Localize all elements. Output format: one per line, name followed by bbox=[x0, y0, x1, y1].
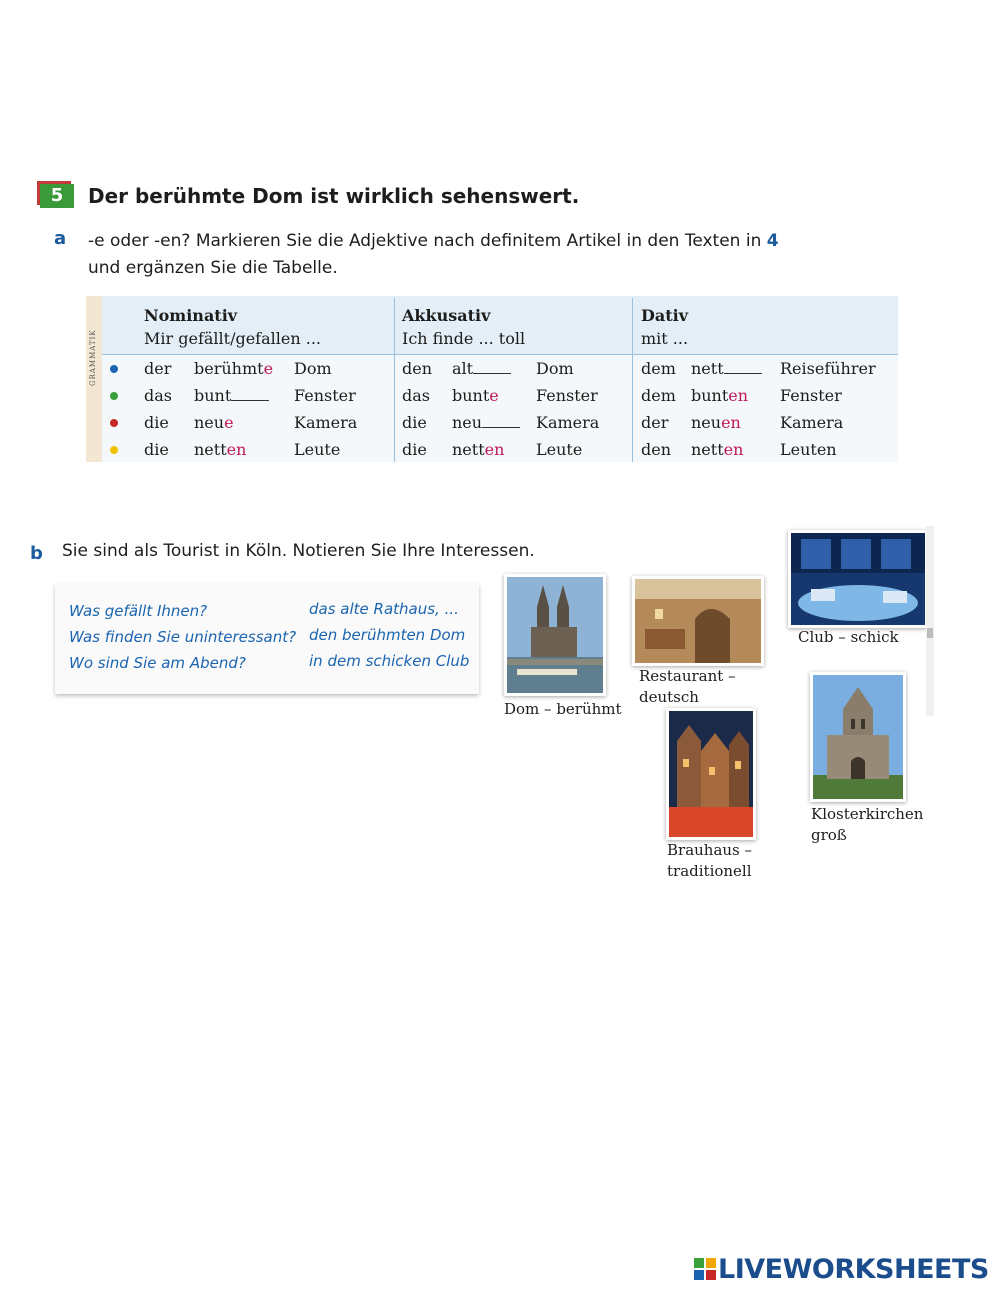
photo-cologne-cathedral bbox=[504, 574, 606, 696]
column-sub-nominativ: Mir gefällt/gefallen ... bbox=[144, 329, 321, 348]
scrollbar-thumb[interactable] bbox=[927, 628, 933, 638]
table-article: dem bbox=[641, 359, 676, 378]
table-article: die bbox=[402, 440, 427, 459]
table-noun: Leuten bbox=[780, 440, 837, 459]
table-noun: Dom bbox=[294, 359, 332, 378]
adjective-stem: berühmt bbox=[194, 359, 264, 378]
table-adjective bbox=[691, 386, 748, 405]
table-noun: Fenster bbox=[780, 386, 842, 405]
grammar-label-text: GRAMMATIK bbox=[89, 329, 97, 386]
grammar-table bbox=[86, 296, 898, 462]
photo-club bbox=[788, 530, 928, 628]
note-question: Was finden Sie uninteressant? bbox=[69, 628, 297, 646]
column-divider bbox=[632, 298, 633, 462]
header-divider bbox=[102, 354, 898, 355]
table-noun: Leute bbox=[536, 440, 583, 459]
caption-restaurant-line: Restaurant – bbox=[639, 667, 736, 685]
table-noun: Kamera bbox=[780, 413, 844, 432]
adjective-ending: e bbox=[489, 386, 499, 405]
caption-dom: Dom – berühmt bbox=[504, 700, 622, 718]
table-adjective bbox=[194, 359, 273, 378]
table-adjective[interactable] bbox=[452, 413, 520, 432]
exercise-title: Der berühmte Dom ist wirklich sehenswert. bbox=[88, 184, 580, 208]
table-noun: Kamera bbox=[294, 413, 358, 432]
adjective-ending: e bbox=[263, 359, 274, 378]
instruction-reference: 4 bbox=[766, 231, 779, 251]
note-answer: das alte Rathaus, ... bbox=[309, 600, 459, 618]
table-article: der bbox=[144, 359, 172, 378]
caption-restaurant bbox=[639, 666, 736, 708]
table-noun: Reiseführer bbox=[780, 359, 876, 378]
gender-dot bbox=[110, 419, 118, 427]
table-adjective bbox=[452, 386, 499, 405]
caption-brauhaus-line: traditionell bbox=[667, 862, 752, 880]
photo-restaurant bbox=[632, 576, 764, 666]
table-article: den bbox=[402, 359, 433, 378]
adjective-stem: bunt bbox=[452, 386, 490, 405]
ending-blank[interactable] bbox=[473, 359, 511, 374]
adjective-ending: en bbox=[484, 440, 505, 459]
adjective-stem: alt bbox=[452, 359, 474, 378]
ending-blank[interactable] bbox=[724, 359, 762, 374]
photo-brauhaus bbox=[666, 708, 756, 840]
subtask-a-letter: a bbox=[54, 228, 67, 249]
note-question: Wo sind Sie am Abend? bbox=[69, 654, 246, 672]
adjective-stem: nett bbox=[691, 440, 724, 459]
gender-dot bbox=[110, 446, 118, 454]
table-adjective[interactable] bbox=[691, 359, 762, 378]
adjective-ending: en bbox=[721, 413, 741, 432]
table-article: der bbox=[641, 413, 669, 432]
caption-kloster-line: Klosterkirchen bbox=[811, 805, 924, 823]
adjective-stem: nett bbox=[691, 359, 724, 378]
adjective-ending: en bbox=[723, 440, 744, 459]
logo-grid-icon bbox=[694, 1258, 716, 1280]
note-question: Was gefällt Ihnen? bbox=[69, 602, 208, 620]
table-noun: Kamera bbox=[536, 413, 600, 432]
table-article: das bbox=[402, 386, 430, 405]
subtask-a-instruction bbox=[88, 228, 888, 282]
caption-kloster-line: groß bbox=[811, 826, 847, 844]
table-article: dem bbox=[641, 386, 676, 405]
adjective-stem: neu bbox=[452, 413, 483, 432]
column-sub-akkusativ: Ich finde ... toll bbox=[402, 329, 526, 348]
table-adjective bbox=[452, 440, 504, 459]
ending-blank[interactable] bbox=[482, 413, 520, 428]
subtask-b-instruction: Sie sind als Tourist in Köln. Notieren Sie Ihre Interessen. bbox=[62, 541, 535, 561]
adjective-stem: nett bbox=[194, 440, 227, 459]
column-title-dativ: Dativ bbox=[641, 306, 689, 325]
table-noun: Fenster bbox=[294, 386, 356, 405]
table-adjective bbox=[691, 413, 741, 432]
ending-blank[interactable] bbox=[231, 386, 269, 401]
table-noun: Fenster bbox=[536, 386, 598, 405]
table-article: den bbox=[641, 440, 672, 459]
photo-monastery-church bbox=[810, 672, 906, 802]
table-adjective bbox=[691, 440, 743, 459]
logo-text: LIVEWORKSHEETS bbox=[718, 1254, 989, 1285]
adjective-ending: e bbox=[224, 413, 234, 432]
table-noun: Leute bbox=[294, 440, 341, 459]
instruction-line1: -e oder -en? Markieren Sie die Adjektive nach definitem Artikel in den Texten in bbox=[88, 231, 767, 251]
table-article: das bbox=[144, 386, 172, 405]
caption-club: Club – schick bbox=[798, 628, 899, 646]
gender-dot bbox=[110, 365, 118, 373]
caption-kloster bbox=[811, 804, 923, 846]
column-divider bbox=[394, 298, 395, 462]
table-adjective bbox=[194, 413, 234, 432]
grammar-side-label bbox=[86, 296, 102, 462]
adjective-ending: en bbox=[226, 440, 247, 459]
adjective-stem: neu bbox=[691, 413, 722, 432]
note-answer: in dem schicken Club bbox=[309, 652, 470, 670]
scrollbar-track[interactable] bbox=[926, 526, 934, 716]
column-sub-dativ: mit ... bbox=[641, 329, 689, 348]
subtask-b-letter: b bbox=[30, 543, 43, 564]
adjective-ending: en bbox=[728, 386, 749, 405]
caption-brauhaus-line: Brauhaus – bbox=[667, 841, 753, 859]
table-adjective[interactable] bbox=[194, 386, 269, 405]
adjective-stem: nett bbox=[452, 440, 485, 459]
adjective-stem: bunt bbox=[691, 386, 729, 405]
table-article: die bbox=[144, 440, 169, 459]
caption-brauhaus bbox=[667, 840, 752, 882]
table-adjective bbox=[194, 440, 246, 459]
table-article: die bbox=[402, 413, 427, 432]
adjective-stem: neu bbox=[194, 413, 225, 432]
table-article: die bbox=[144, 413, 169, 432]
adjective-stem: bunt bbox=[194, 386, 232, 405]
example-note-card bbox=[55, 584, 479, 694]
column-title-nominativ: Nominativ bbox=[144, 306, 238, 325]
note-answer: den berühmten Dom bbox=[309, 626, 466, 644]
table-noun: Dom bbox=[536, 359, 574, 378]
table-adjective[interactable] bbox=[452, 359, 511, 378]
caption-restaurant-line: deutsch bbox=[639, 688, 699, 706]
gender-dot bbox=[110, 392, 118, 400]
exercise-number-badge: 5 bbox=[40, 184, 74, 208]
instruction-line2: und ergänzen Sie die Tabelle. bbox=[88, 258, 338, 278]
column-title-akkusativ: Akkusativ bbox=[402, 306, 491, 325]
